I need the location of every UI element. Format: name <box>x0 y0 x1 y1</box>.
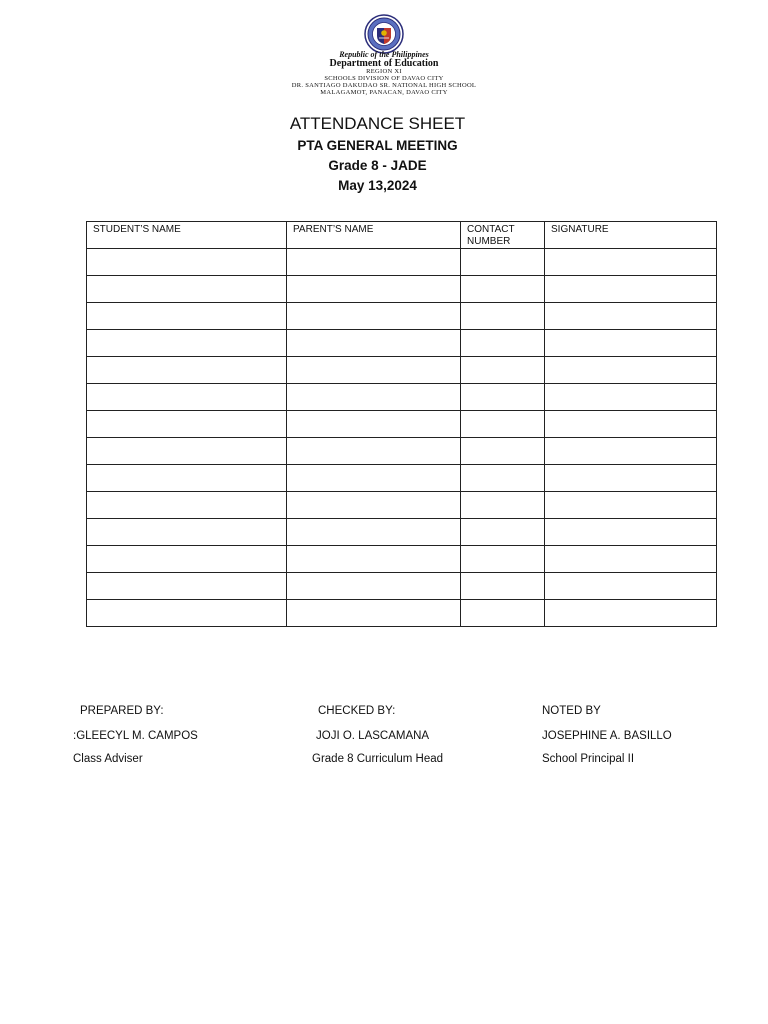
students-name-cell <box>87 465 287 492</box>
students-name-cell <box>87 438 287 465</box>
signature-cell <box>545 411 717 438</box>
signature-cell <box>545 330 717 357</box>
contact-number-cell <box>461 546 545 573</box>
table-row <box>87 438 717 465</box>
signature-cell <box>545 546 717 573</box>
signature-cell <box>545 492 717 519</box>
parents-name-cell <box>287 600 461 627</box>
students-name-cell <box>87 303 287 330</box>
prepared-by-label: PREPARED BY: <box>80 705 164 717</box>
contact-number-cell <box>461 276 545 303</box>
contact-number-cell <box>461 357 545 384</box>
attendance-table <box>86 221 717 627</box>
parents-name-cell <box>287 249 461 276</box>
parents-name-cell <box>287 519 461 546</box>
parents-name-cell <box>287 573 461 600</box>
prepared-by-name: :GLEECYL M. CAMPOS <box>73 730 198 742</box>
header-parents-name: PARENT’S NAME <box>287 222 461 249</box>
attendance-rows <box>87 249 717 627</box>
deped-seal-logo <box>364 14 404 54</box>
letterhead-department: Department of Education <box>329 58 439 69</box>
parents-name-cell <box>287 276 461 303</box>
table-header-row <box>87 222 717 249</box>
parents-name-cell <box>287 411 461 438</box>
header-signature: SIGNATURE <box>545 222 717 249</box>
meeting-date: May 13,2024 <box>338 178 417 193</box>
table-row <box>87 600 717 627</box>
table-row <box>87 492 717 519</box>
signature-cell <box>545 465 717 492</box>
signature-cell <box>545 357 717 384</box>
students-name-cell <box>87 384 287 411</box>
parents-name-cell <box>287 492 461 519</box>
students-name-cell <box>87 330 287 357</box>
parents-name-cell <box>287 303 461 330</box>
table-row <box>87 546 717 573</box>
header-students-name: STUDENT’S NAME <box>87 222 287 249</box>
letterhead-region: REGION XI <box>366 68 402 75</box>
checked-by-label: CHECKED BY: <box>318 705 396 717</box>
contact-number-cell <box>461 384 545 411</box>
students-name-cell <box>87 492 287 519</box>
contact-number-cell <box>461 303 545 330</box>
contact-number-cell <box>461 249 545 276</box>
students-name-cell <box>87 573 287 600</box>
signature-cell <box>545 438 717 465</box>
students-name-cell <box>87 546 287 573</box>
sheet-title: ATTENDANCE SHEET <box>289 114 466 133</box>
letterhead-division: SCHOOLS DIVISION OF DAVAO CITY <box>324 75 444 82</box>
contact-number-cell <box>461 438 545 465</box>
students-name-cell <box>87 276 287 303</box>
parents-name-cell <box>287 546 461 573</box>
checked-by-name: JOJI O. LASCAMANA <box>316 730 430 742</box>
contact-number-cell <box>461 330 545 357</box>
header-contact-number: CONTACT NUMBER <box>461 222 545 249</box>
letterhead-republic: Republic of the Philippines <box>339 50 429 59</box>
students-name-cell <box>87 600 287 627</box>
contact-number-cell <box>461 492 545 519</box>
signature-cell <box>545 249 717 276</box>
letterhead-address: MALAGAMOT, PANACAN, DAVAO CITY <box>320 89 448 96</box>
parents-name-cell <box>287 384 461 411</box>
noted-by-role: School Principal II <box>542 753 635 765</box>
students-name-cell <box>87 411 287 438</box>
table-row <box>87 276 717 303</box>
signature-cell <box>545 600 717 627</box>
signature-cell <box>545 303 717 330</box>
table-row <box>87 330 717 357</box>
students-name-cell <box>87 519 287 546</box>
students-name-cell <box>87 357 287 384</box>
meeting-name: PTA GENERAL MEETING <box>297 138 458 153</box>
contact-number-cell <box>461 519 545 546</box>
table-row <box>87 303 717 330</box>
letterhead-school: DR. SANTIAGO DAKUDAO SR. NATIONAL HIGH SCHOOL <box>291 82 477 89</box>
parents-name-cell <box>287 330 461 357</box>
contact-number-cell <box>461 600 545 627</box>
table-row <box>87 411 717 438</box>
signature-cell <box>545 384 717 411</box>
table-row <box>87 384 717 411</box>
parents-name-cell <box>287 357 461 384</box>
contact-number-cell <box>461 465 545 492</box>
contact-number-cell <box>461 411 545 438</box>
signature-cell <box>545 519 717 546</box>
prepared-by-role: Class Adviser <box>73 753 143 765</box>
table-row <box>87 519 717 546</box>
students-name-cell <box>87 249 287 276</box>
noted-by-name: JOSEPHINE A. BASILLO <box>542 730 672 742</box>
table-row <box>87 357 717 384</box>
noted-by-label: NOTED BY <box>542 705 601 717</box>
table-row <box>87 573 717 600</box>
parents-name-cell <box>287 465 461 492</box>
contact-number-cell <box>461 573 545 600</box>
checked-by-role: Grade 8 Curriculum Head <box>312 753 444 765</box>
signature-cell <box>545 573 717 600</box>
table-row <box>87 249 717 276</box>
table-row <box>87 465 717 492</box>
signature-cell <box>545 276 717 303</box>
grade-section: Grade 8 - JADE <box>328 158 427 173</box>
parents-name-cell <box>287 438 461 465</box>
